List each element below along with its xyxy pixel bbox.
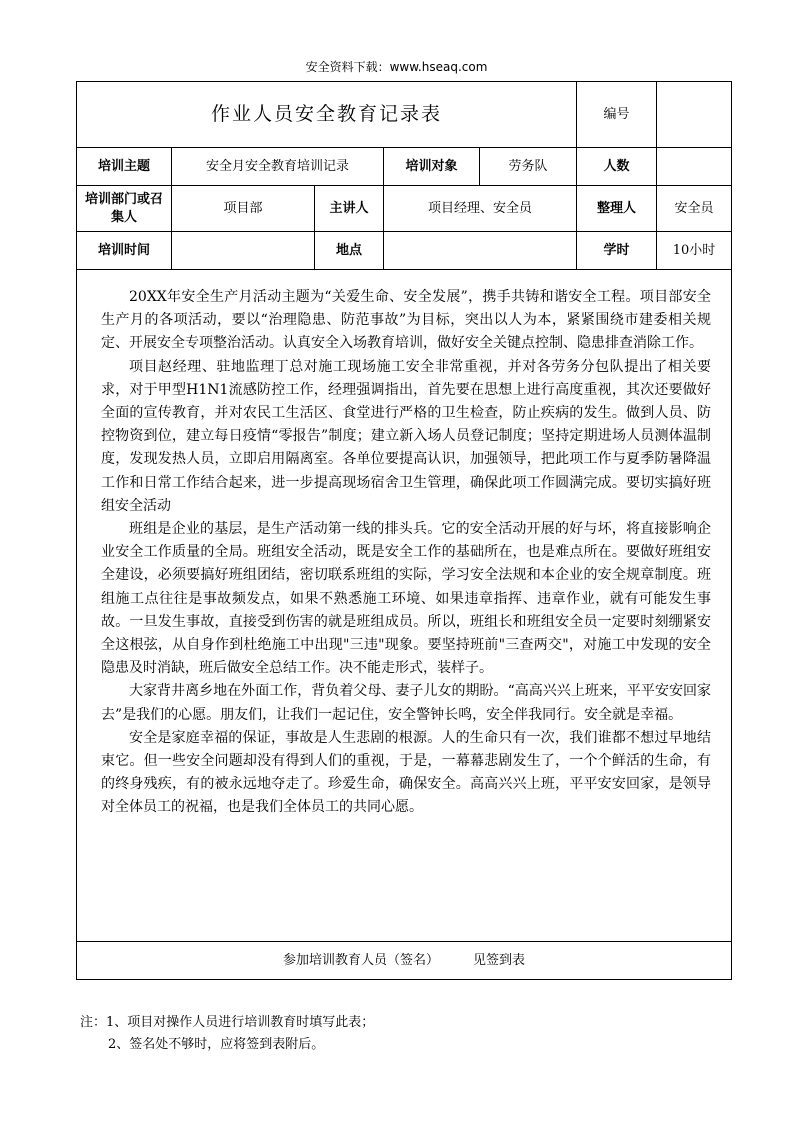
count-value[interactable]: [657, 148, 732, 186]
lecturer-value[interactable]: 项目经理、安全员: [384, 186, 577, 232]
topic-value[interactable]: 安全月安全教育培训记录: [172, 148, 384, 186]
content-paragraph: 大家背井离乡地在外面工作，背负着父母、妻子儿女的期盼。“高高兴兴上班来，平平安安回家去”是我们的心愿。朋友们，让我们一起记住，安全警钟长鸣，安全伴我同行。安全就是幸福。: [101, 683, 712, 723]
time-row: [77, 232, 732, 270]
time-value[interactable]: [172, 232, 315, 270]
notes: [80, 1012, 374, 1056]
content-paragraph: 20XX年安全生产月活动主题为“关爱生命、安全发展”，携手共铸和谐安全工程。项目部安全生产月的各项活动，要以“治理隐患、防范事故”为目标，突出以人为本，紧紧围绕市建委相关规定、开展安全专项整治活动。认真安全入场教育培训，做好安全关键点控制、隐患排查消除工作。: [101, 289, 712, 352]
content-paragraph: 安全是家庭幸福的保证，事故是人生悲剧的根源。人的生命只有一次，我们谁都不想过早地结束它。但一些安全问题却没有得到人们的重视，于是，一幕幕悲剧发生了，一个个鲜活的生命，有的终身残疾，有的被永远地夺走了。珍爱生命，确保安全。高高兴兴上班，平平安安回家，是领导对全体员工的祝福，也是我们全体员工的共同心愿。: [101, 729, 712, 816]
signature-label: 参加培训教育人员（签名）: [282, 952, 439, 968]
topic-row: [77, 148, 732, 186]
target-label: 培训对象: [384, 148, 480, 186]
number-value[interactable]: [657, 82, 732, 148]
lecturer-label: 主讲人: [315, 186, 384, 232]
content-paragraph: 班组是企业的基层，是生产活动第一线的排头兵。它的安全活动开展的好与坏，将直接影响企业安全工作质量的全局。班组安全活动，既是安全工作的基础所在，也是难点所在。要做好班组安全建设，必须要搞好班组团结，密切联系班组的实际，学习安全法规和本企业的安全规章制度。班组施工点往往是事故频发点，如果不熟悉施工环境、如果违章指挥、违章作业，就有可能发生事故。一旦发生事故，直接受到伤害的就是班组成员。所以，班组长和班组安全员一定要时刻绷紧安全这根弦，从自身作到杜绝施工中出现"三违"现象。要坚持班前"三查两交"，对施工中发现的安全隐患及时消缺，班后做安全总结工作。决不能走形式，装样子。: [101, 521, 712, 677]
note-line-2: 2、签名处不够时，应将签到表附后。: [108, 1037, 325, 1052]
content-paragraph: 项目赵经理、驻地监理丁总对施工现场施工安全非常重视，并对各劳务分包队提出了相关要求，对于甲型H1N1流感防控工作，经理强调指出，首先要在思想上进行高度重视，其次还要做好全面的宣传教育，并对农民工生活区、食堂进行严格的卫生检查，防止疾病的发生。做到人员、防控物资到位，建立每日疫情“零报告”制度；建立新入场人员登记制度；坚持定期进场人员测体温制度，发现发热人员，立即启用隔离室。各单位要提高认识，加强领导，把此项工作与夏季防暑降温工作和日常工作结合起来，进一步提高现场宿舍卫生管理，确保此项工作圆满完成。要切实搞好班组安全活动: [101, 358, 712, 514]
content-row: [77, 270, 732, 942]
organizer-value[interactable]: 安全员: [657, 186, 732, 232]
hours-label: 学时: [577, 232, 657, 270]
header-source: 安全资料下载：www.hseaq.com: [305, 60, 488, 74]
signature-cell[interactable]: [77, 942, 732, 980]
form-title: 作业人员安全教育记录表: [77, 82, 577, 148]
training-content: [77, 270, 732, 942]
signature-row: [77, 942, 732, 980]
time-label: 培训时间: [77, 232, 172, 270]
organizer-label: 整理人: [577, 186, 657, 232]
record-form-table: [76, 81, 732, 980]
number-label: 编号: [577, 82, 657, 148]
count-label: 人数: [577, 148, 657, 186]
hours-value[interactable]: 10小时: [657, 232, 732, 270]
target-value[interactable]: 劳务队: [480, 148, 577, 186]
topic-label: 培训主题: [77, 148, 172, 186]
signature-value: 见签到表: [473, 952, 526, 968]
department-value[interactable]: 项目部: [172, 186, 315, 232]
department-label: 培训部门或召集人: [77, 186, 172, 232]
department-row: [77, 186, 732, 232]
note-line-1: 注：1、项目对操作人员进行培训教育时填写此表；: [80, 1015, 375, 1030]
place-value[interactable]: [384, 232, 577, 270]
title-row: [77, 82, 732, 148]
place-label: 地点: [315, 232, 384, 270]
